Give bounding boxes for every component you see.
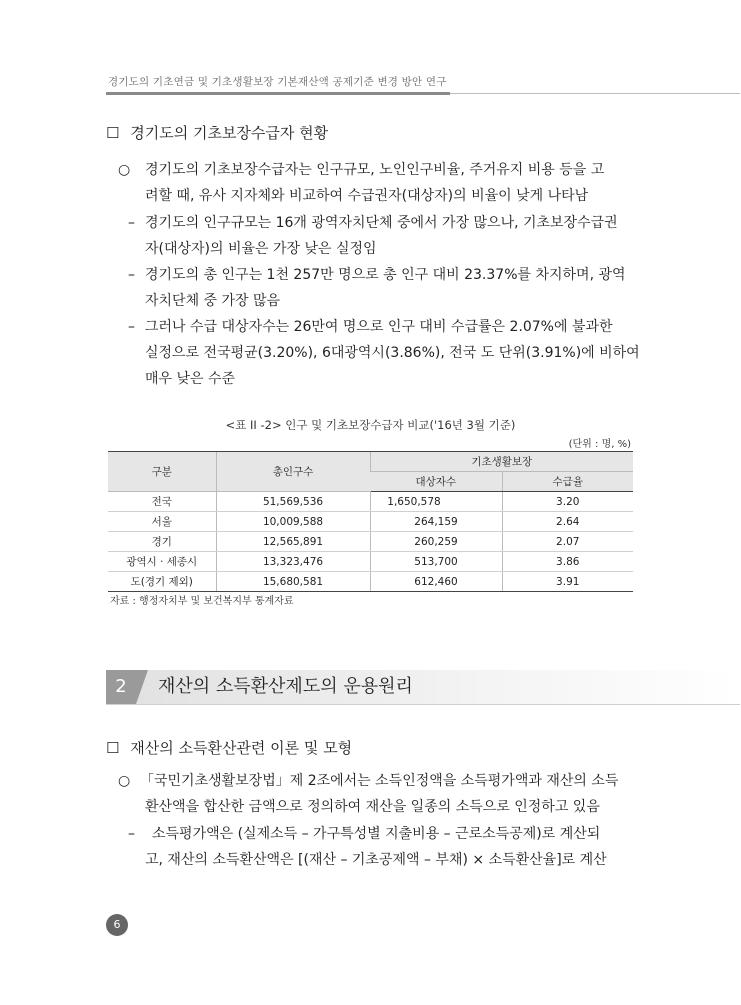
section1-dash3-line-2: 실정으로 전국평균(3.20%), 6대광역시(3.86%), 전국 도 단위(3.91%)에 비하여	[145, 345, 640, 361]
section1-dash1-line-1: 경기도의 인구규모는 16개 광역자치단체 중에서 가장 많으나, 기초보장수급권	[145, 215, 618, 231]
col-header-group: 기초생활보장	[370, 452, 633, 472]
section2-circle-line-2: 환산액을 합산한 금액으로 정의하여 재산을 일종의 소득으로 인정하고 있음	[145, 799, 600, 815]
table-source: 자료 : 행정자치부 및 보건복지부 통계자료	[110, 596, 294, 607]
table-unit: (단위 : 명, %)	[568, 439, 631, 450]
population-recipients-table	[108, 451, 633, 592]
table-row	[108, 512, 633, 532]
section1-heading-text: 경기도의 기초보장수급자 현황	[130, 124, 329, 142]
cell-recipients: 1,650,578	[370, 492, 502, 512]
cell-population: 13,323,476	[216, 552, 370, 572]
section2-title-band	[106, 670, 740, 704]
section1-dash2-line-2: 자치단체 중 가장 많음	[145, 293, 281, 309]
header-rule	[106, 92, 740, 96]
circle-bullet: ○	[118, 773, 131, 789]
table-row	[108, 552, 633, 572]
cell-population: 51,569,536	[216, 492, 370, 512]
dash-bullet: –	[128, 319, 135, 335]
section1-dash1-line-2: 자(대상자)의 비율은 가장 낮은 실정임	[145, 241, 377, 257]
table-row	[108, 572, 633, 592]
square-bullet: ☐	[106, 124, 120, 142]
page-number: 6	[106, 914, 128, 936]
section1-dash3-line-3: 매우 낮은 수준	[145, 371, 236, 387]
cell-population: 12,565,891	[216, 532, 370, 552]
cell-rate: 2.64	[502, 512, 633, 532]
dash-bullet: –	[128, 826, 135, 842]
cell-rate: 3.20	[502, 492, 633, 512]
cell-category: 전국	[108, 492, 216, 512]
cell-category: 광역시 · 세종시	[108, 552, 216, 572]
section1-heading	[106, 122, 328, 143]
section2-dash-line-1: 소득평가액은 (실제소득 – 가구특성별 지출비용 – 근로소득공제)로 계산되	[152, 826, 601, 842]
section-number: 2	[106, 670, 136, 704]
section2-heading-text: 재산의 소득환산관련 이론 및 모형	[130, 739, 353, 757]
section2-circle-line-1: 「국민기초생활보장법」제 2조에서는 소득인정액을 소득평가액과 재산의 소득	[140, 773, 619, 789]
section1-circle-line-2: 려할 때, 유사 지자체와 비교하여 수급권자(대상자)의 비율이 낮게 나타남	[145, 188, 589, 204]
dash-bullet: –	[128, 267, 135, 283]
section1-dash2-line-1: 경기도의 총 인구는 1천 257만 명으로 총 인구 대비 23.37%를 차지하며, 광역	[145, 267, 626, 283]
cell-population: 15,680,581	[216, 572, 370, 592]
cell-rate: 3.91	[502, 572, 633, 592]
col-header-recipients: 대상자수	[370, 472, 502, 492]
cell-recipients: 260,259	[370, 532, 502, 552]
section1-circle-line-1: 경기도의 기초보장수급자는 인구규모, 노인인구비율, 주거유지 비용 등을 고	[145, 162, 605, 178]
col-header-rate: 수급율	[502, 472, 633, 492]
circle-bullet: ○	[118, 162, 131, 178]
cell-recipients: 513,700	[370, 552, 502, 572]
cell-recipients: 264,159	[370, 512, 502, 532]
cell-category: 도(경기 제외)	[108, 572, 216, 592]
table-row	[108, 532, 633, 552]
section2-title: 재산의 소득환산제도의 운용원리	[158, 676, 413, 697]
cell-recipients: 612,460	[370, 572, 502, 592]
cell-category: 서울	[108, 512, 216, 532]
running-header: 경기도의 기초연금 및 기초생활보장 기본재산액 공제기준 변경 방안 연구	[108, 76, 447, 88]
square-bullet: ☐	[106, 739, 120, 757]
cell-population: 10,009,588	[216, 512, 370, 532]
section1-dash3-line-1: 그러나 수급 대상자수는 26만여 명으로 인구 대비 수급률은 2.07%에 불과한	[145, 319, 613, 335]
col-header-category: 구분	[108, 452, 216, 492]
cell-category: 경기	[108, 532, 216, 552]
table-row	[108, 492, 633, 512]
cell-rate: 2.07	[502, 532, 633, 552]
section2-dash-line-2: 고, 재산의 소득환산액은 [(재산 – 기초공제액 – 부채) × 소득환산율]로 계산	[145, 852, 607, 868]
cell-rate: 3.86	[502, 552, 633, 572]
table-title: <표 II -2> 인구 및 기초보장수급자 비교('16년 3월 기준)	[225, 418, 516, 432]
dash-bullet: –	[128, 215, 135, 231]
col-header-population: 총인구수	[216, 452, 370, 492]
section2-heading	[106, 737, 352, 758]
